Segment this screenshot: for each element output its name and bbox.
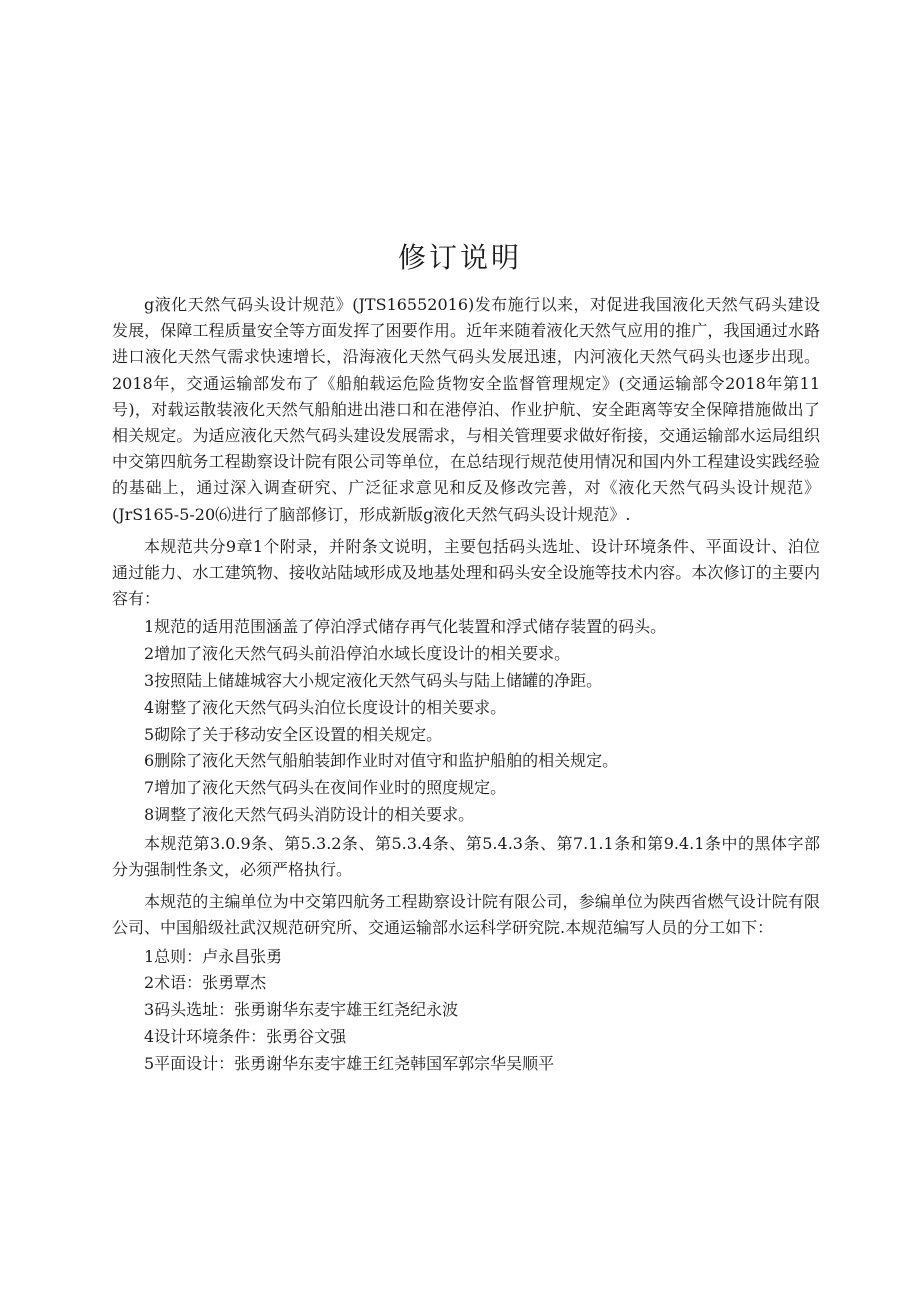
revision-item: 3按照陆上储雄城容大小规定液化天然气码头与陆上储罐的净距。 <box>144 671 603 691</box>
page-title: 修订说明 <box>397 241 522 274</box>
mandatory-clause-paragraph: 本规范第3.0.9条、第5.3.2条、第5.3.4条、第5.4.3条、第7.1.1条和第9.4.1条中的黑体字部分为强制性条文，必须严格执行。 <box>112 833 820 880</box>
revision-item: 6删除了液化天然气船舶装卸作业时对值守和监护船舶的相关规定。 <box>144 751 619 771</box>
revision-item: 7增加了液化天然气码头在夜间作业时的照度规定。 <box>144 778 507 798</box>
scope-paragraph: 本规范共分9章1个附录，并附条文说明，主要包括码头选址、设计环境条件、平面设计、泊位通过能力、水工建筑物、接收站陆域形成及地基处理和码头安全设施等技术内容。本次修订的主要内容有： <box>112 536 820 609</box>
revision-item: 8调整了液化天然气码头消防设计的相关要求。 <box>144 805 475 825</box>
document-body <box>112 292 820 1080</box>
editor-paragraph: 本规范的主编单位为中交第四航务工程勘察设计院有限公司，参编单位为陕西省燃气设计院有限公司、中国船级社武汉规范研究所、交通运输部水运科学研究院.本规范编写人员的分工如下： <box>112 892 820 938</box>
author-item: 1总则：卢永昌张勇 <box>144 946 283 966</box>
author-item: 3码头选址：张勇谢华东麦宇雄王红尧纪永波 <box>144 1000 459 1020</box>
author-item: 4设计环境条件：张勇谷文强 <box>144 1027 347 1047</box>
author-item: 2术语：张勇覃杰 <box>144 973 267 993</box>
revision-item: 5砌除了关于移动安全区设置的相关规定。 <box>144 724 443 744</box>
revision-list <box>112 614 820 828</box>
revision-item: 1规范的适用范围涵盖了停泊浮式储存再气化装置和浮式储存装置的码头。 <box>144 617 667 637</box>
revision-item: 4谢整了液化天然气码头泊位长度设计的相关要求。 <box>144 697 507 717</box>
author-list <box>112 944 820 1078</box>
revision-item: 2增加了液化天然气码头前沿停泊水域长度设计的相关要求。 <box>144 644 571 664</box>
author-item: 5平面设计：张勇谢华东麦宇雄王红尧韩国军郭宗华吴顺平 <box>144 1053 555 1073</box>
intro-paragraph: g液化天然气码头设计规范》(JTS16552016)发布施行以来，对促进我国液化天然气码头建设发展，保障工程质量安全等方面发挥了困要作用。近年来随着液化天然气应用的推广，我国通过水路进口液化天然气需求快速增长，沿海液化天然气码头发展迅速，内河液化天然气码头也逐步出现。2018年，交通运输部发布了《船舶载运危险货物安全监督管理规定》(交通运输部令2018年第11号)，对载运散装液化天然气船舶进出港口和在港停泊、作业护航、安全距离等安全保障措施做出了相关规定。为适应液化天然气码头建设发展需求，与相关管理要求做好衔接，交通运输部水运局组织中交第四航务工程勘察设计院有限公司等单位，在总结现行规范使用情况和国内外工程建设实践经验的基础上，通过深入调查研究、广泛征求意见和反及修改完善，对《液化天然气码头设计规范》(JrS165-5-20⑹进行了脑部修订，形成新版g液化天然气码头设计规范》. <box>112 295 820 524</box>
